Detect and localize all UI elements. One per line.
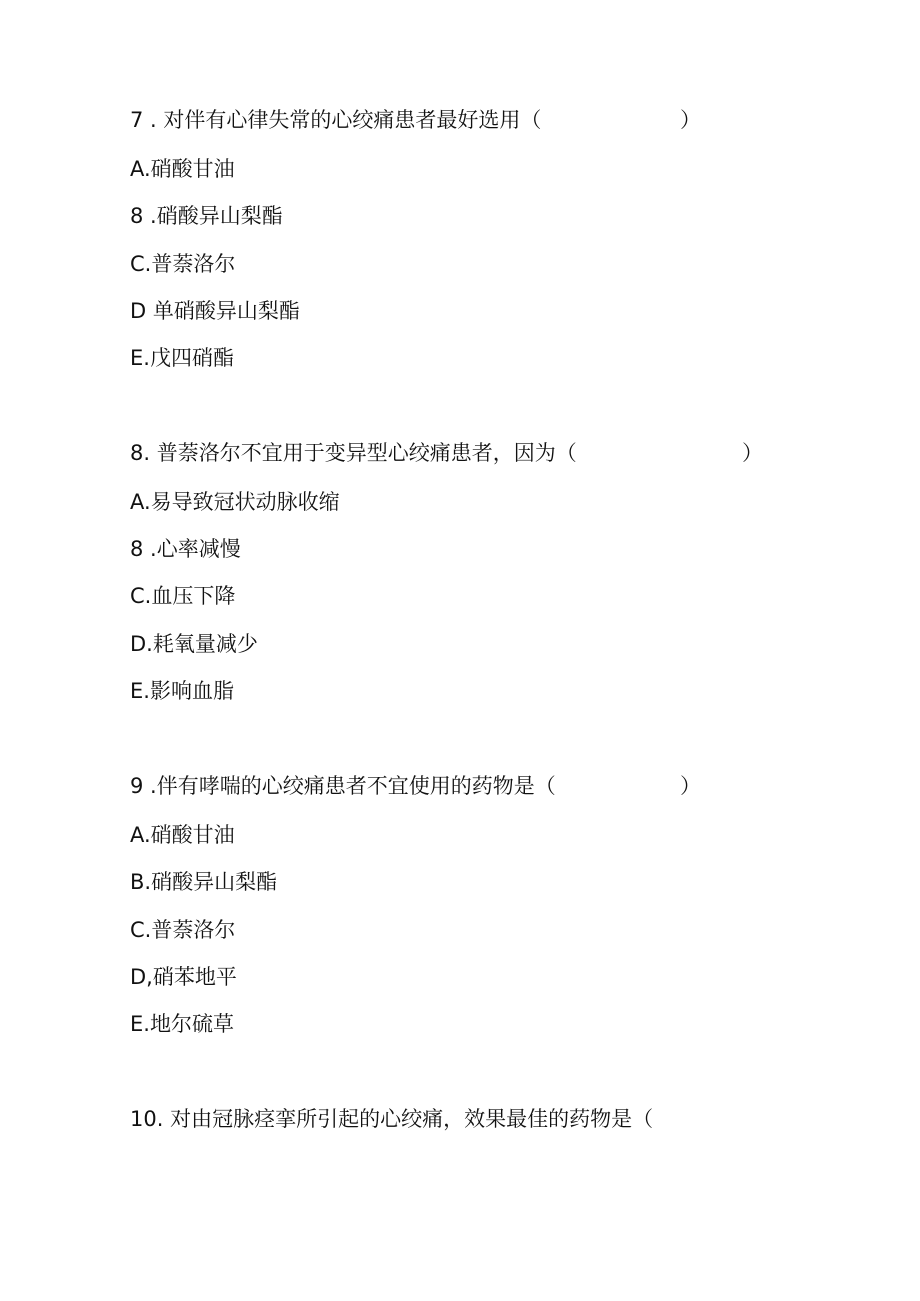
question-9-option-d: D,硝苯地平: [130, 965, 237, 989]
question-10-stem: 10. 对由冠脉痉挛所引起的心绞痛，效果最佳的药物是（: [130, 1107, 654, 1131]
question-8-close-paren: ）: [742, 441, 763, 465]
question-9-option-c: C.普萘洛尔: [130, 918, 236, 942]
question-9-close-paren: ）: [680, 774, 701, 798]
question-8-stem: 8. 普萘洛尔不宜用于变异型心绞痛患者，因为（: [130, 441, 577, 465]
question-7-option-c: C.普萘洛尔: [130, 252, 236, 276]
question-8-option-b: 8 .心率减慢: [130, 537, 241, 561]
question-8-option-a: A.易导致冠状动脉收缩: [130, 490, 340, 514]
question-7-option-e: E.戊四硝酯: [130, 346, 234, 370]
question-7-stem: 7 . 对伴有心律失常的心绞痛患者最好选用（: [130, 108, 542, 132]
question-9-option-b: B.硝酸异山梨酯: [130, 870, 278, 894]
question-8-option-c: C.血压下降: [130, 584, 236, 608]
question-7-option-d: D 单硝酸异山梨酯: [130, 299, 300, 323]
question-7-option-a: A.硝酸甘油: [130, 157, 235, 181]
question-8-option-e: E.影响血脂: [130, 679, 234, 703]
question-9-option-a: A.硝酸甘油: [130, 823, 235, 847]
question-8-option-d: D.耗氧量减少: [130, 632, 258, 656]
question-7-option-b: 8 .硝酸异山梨酯: [130, 204, 283, 228]
question-9-stem: 9 .伴有哮喘的心绞痛患者不宜使用的药物是（: [130, 774, 556, 798]
question-9-option-e: E.地尔硫草: [130, 1012, 234, 1036]
question-7-close-paren: ）: [680, 108, 701, 132]
